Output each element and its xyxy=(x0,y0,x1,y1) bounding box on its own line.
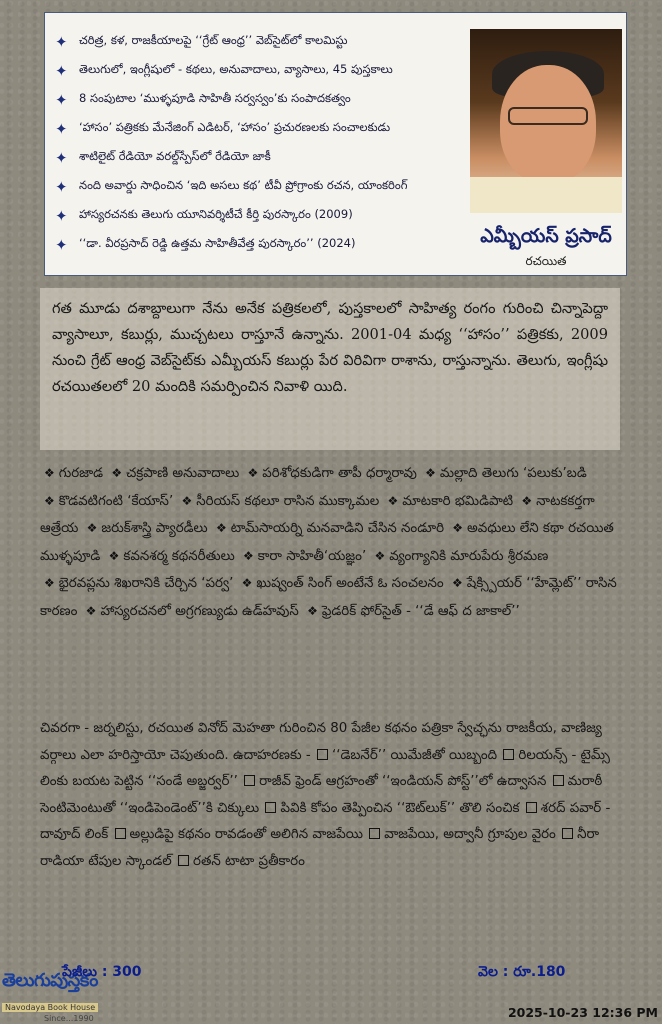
topic-item: జరుక్‌శాస్త్రి ప్యారడీలు xyxy=(101,521,208,537)
price-label: వెల : రూ.180 xyxy=(478,964,566,980)
diamond-bullet-icon: ❖ xyxy=(452,521,464,536)
closing-item: మరాఠీ సెంటిమెంటుతో ‘‘ఇండిపెండెంట్’’కి చిక్కులు xyxy=(40,774,603,816)
star-bullet-icon: ✦ xyxy=(55,90,68,109)
closing-item: శరద్ పవార్ - దావూద్ లింక్ xyxy=(40,800,611,843)
topic-item: కారా సాహితీ‘యజ్ఞం’ xyxy=(257,548,367,564)
star-bullet-icon: ✦ xyxy=(55,235,68,254)
closing-item: రతన్ టాటా ప్రతీకారం xyxy=(193,853,305,869)
logo-subtitle: Navodaya Book House xyxy=(2,1003,98,1012)
achievement-item: ✦ ‘హాసం’ పత్రికకు మేనేజింగ్ ఎడిటర్, ‘హాసం’ ప్రచురణలకు సంచాలకుడు xyxy=(55,119,391,138)
diamond-bullet-icon: ❖ xyxy=(243,548,254,563)
topic-item: హాస్యరచనలో అగ్రగణ్యుడు ఉడ్‌హవుస్ xyxy=(100,603,299,619)
diamond-bullet-icon: ❖ xyxy=(44,576,55,591)
topic-item: గురజాడ xyxy=(58,466,104,481)
topic-item: కవనశర్మ కథనరీతులు xyxy=(123,548,235,564)
star-bullet-icon: ✦ xyxy=(55,119,68,138)
topic-item: మాటకారి భమిడిపాటి xyxy=(402,493,514,509)
diamond-bullet-icon: ❖ xyxy=(387,493,399,508)
topic-item: అవధులు లేని కథా రచయిత ముళ్ళపూడి xyxy=(40,521,614,564)
star-bullet-icon: ✦ xyxy=(55,32,68,51)
author-name: ఎమ్బీయస్ ప్రసాద్ xyxy=(480,225,612,247)
author-role: రచయిత xyxy=(525,254,567,268)
logo-title: తెలుగుపుస్తకం xyxy=(2,970,98,991)
achievement-item: ✦ ‘‘డా. వీరప్రసాద్ రెడ్డి ఉత్తమ సాహితీవేత్త పురస్కారం’’ (2024) xyxy=(55,235,356,254)
diamond-bullet-icon: ❖ xyxy=(374,548,386,563)
diamond-bullet-icon: ❖ xyxy=(452,576,463,591)
diamond-bullet-icon: ❖ xyxy=(215,521,227,536)
diamond-bullet-icon: ❖ xyxy=(111,466,123,480)
diamond-bullet-icon: ❖ xyxy=(521,493,533,508)
topic-item: పరిశోధకుడిగా తాపీ ధర్మారావు xyxy=(262,466,417,481)
checkbox-bullet-icon xyxy=(115,828,126,839)
closing-paragraph xyxy=(40,716,620,876)
diamond-bullet-icon: ❖ xyxy=(44,466,55,480)
checkbox-bullet-icon xyxy=(369,828,380,839)
achievement-item: ✦ శాటిలైట్ రేడియో వరల్డ్‌స్పేస్‌లో రేడియో జాకీ xyxy=(55,148,271,167)
diamond-bullet-icon: ❖ xyxy=(247,466,259,480)
star-bullet-icon: ✦ xyxy=(55,148,68,167)
checkbox-bullet-icon xyxy=(562,828,573,839)
achievement-list xyxy=(55,27,485,259)
intro-paragraph: గత మూడు దశాబ్దాలుగా నేను అనేక పత్రికలలో, పుస్తకాలలో సాహిత్య రంగం గురించి చిన్నాపెద్దా వ్యాసాలూ, కబుర్లు, ముచ్చటలు రాస్తూనే ఉన్నాను. 2001-04 మధ్య ‘‘హాసం’’ పత్రికకు, 2009 నుంచి గ్రేట్ ఆంధ్ర వెబ్‌సైట్‌కు ఎమ్బీయస్ కబుర్లు పేర విరివిగా రాశాను, రాస్తున్నాను. తెలుగు, ఇంగ్లీషు రచయితలలో 20 మందికి సమర్పించిన నివాళి యిది. xyxy=(40,288,620,450)
achievement-item: ✦ చరిత్ర, కళ, రాజకీయాలపై ‘‘గ్రేట్ ఆంధ్ర’’ వెబ్‌సైట్‌లో కాలమిస్టు xyxy=(55,32,348,51)
topics-paragraph xyxy=(40,460,620,626)
diamond-bullet-icon: ❖ xyxy=(241,576,253,591)
closing-item: పివికి కోపం తెప్పించిన ‘‘ఔట్‌లుక్’’ తొలి సంచిక xyxy=(280,800,524,816)
topic-item: మల్లాది తెలుగు ‘పలుకు’బడి xyxy=(439,466,587,481)
topic-item: వ్యంగ్యానికి మారుపేరు శ్రీరమణ xyxy=(389,548,549,564)
diamond-bullet-icon: ❖ xyxy=(85,603,97,618)
closing-item: అల్లుడిపై కథనం రావడంతో అలిగిన వాజపేయి xyxy=(129,827,368,843)
checkbox-bullet-icon xyxy=(317,749,328,760)
topic-item: చక్రపాణి అనువాదాలు xyxy=(126,466,240,481)
achievement-item: ✦ తెలుగులో, ఇంగ్లీషులో - కథలు, అనువాదాలు, వ్యాసాలు, 45 పుస్తకాలు xyxy=(55,61,393,80)
star-bullet-icon: ✦ xyxy=(55,206,68,225)
checkbox-bullet-icon xyxy=(503,749,514,760)
closing-item: రాజీవ్ ఫ్రెండ్ ఆగ్రహంతో ‘‘ఇండియన్ పోస్ట్’’లో ఉద్వాసన xyxy=(259,774,551,790)
diamond-bullet-icon: ❖ xyxy=(108,548,120,563)
topic-item: భైరవప్లను శిఖరానికి చేర్చిన ‘పర్వ’ xyxy=(58,576,234,592)
topic-item: టామ్‌సాయర్ని మనవాడిని చేసిన నండూరి xyxy=(230,521,445,537)
achievement-item: ✦ నంది అవార్డు సాధించిన ‘ఇది అసలు కథ’ టీవీ ప్రోగ్రాంకు రచన, యాంకరింగ్ xyxy=(55,177,408,196)
checkbox-bullet-icon xyxy=(178,855,189,866)
author-card xyxy=(44,12,627,276)
checkbox-bullet-icon xyxy=(265,802,276,813)
timestamp: 2025-10-23 12:36 PM xyxy=(507,1005,658,1020)
achievement-item: ✦ 8 సంపుటాల ‘ముళ్ళపూడి సాహితీ సర్వస్వం’కు సంపాదకత్వం xyxy=(55,90,351,109)
star-bullet-icon: ✦ xyxy=(55,177,68,196)
topic-item: షేక్స్పియర్ ‘‘హేమ్లెట్’’ రాసిన కారణం xyxy=(40,576,617,619)
diamond-bullet-icon: ❖ xyxy=(307,603,318,618)
star-bullet-icon: ✦ xyxy=(55,61,68,80)
closing-item: నీరా రాడియా టేపుల స్కాండల్ xyxy=(40,827,600,869)
topic-item: కొడవటిగంటి ‘కేయాస్’ xyxy=(58,493,174,509)
closing-item: ‘‘డెబనేర్’’ యిమేజీతో యిబ్బంది xyxy=(331,747,502,763)
diamond-bullet-icon: ❖ xyxy=(86,521,98,536)
closing-item: రిలయన్స్ - టైమ్స్ లింకు బయట పెట్టిన ‘‘సండే అబ్జర్వర్’’ xyxy=(40,747,610,790)
checkbox-bullet-icon xyxy=(526,802,537,813)
diamond-bullet-icon: ❖ xyxy=(425,466,436,480)
page-count: పేజీలు : 300 xyxy=(62,964,142,980)
author-photo xyxy=(470,29,622,213)
diamond-bullet-icon: ❖ xyxy=(181,493,193,508)
logo-since: Since...1990 xyxy=(44,1014,94,1023)
checkbox-bullet-icon xyxy=(244,775,255,786)
checkbox-bullet-icon xyxy=(553,775,564,786)
topic-item: నాటకకర్తగా ఆత్రేయ xyxy=(40,493,595,537)
closing-item: వాజపేయి, అద్వానీ గ్రూపుల వైరం xyxy=(384,827,561,843)
topic-item: సీరియస్ కథలూ రాసిన ముక్కామల xyxy=(196,493,380,509)
topic-item: ఖుష్వంత్ సింగ్ అంటేనే ఓ సంచలనం xyxy=(256,576,444,592)
topic-item: ఫ్రెడరిక్ ఫోర్‌సైత్ - ‘‘డే ఆఫ్ ద జాకాల్’’ xyxy=(321,603,520,619)
diamond-bullet-icon: ❖ xyxy=(44,493,55,508)
closing-intro: చివరగా - జర్నలిస్టు, రచయిత వినోద్ మెహతా గురించిన 80 పేజీల కథనం పత్రికా స్వేచ్ఛను రాజకీయ, వాణిజ్య వర్గాలు ఎలా హరిస్తాయో చెపుతుంది. ఉదాహరణకు - xyxy=(40,721,602,763)
achievement-item: ✦ హాస్యరచనకు తెలుగు యూనివర్శిటీచే కీర్తి పురస్కారం (2009) xyxy=(55,206,353,225)
